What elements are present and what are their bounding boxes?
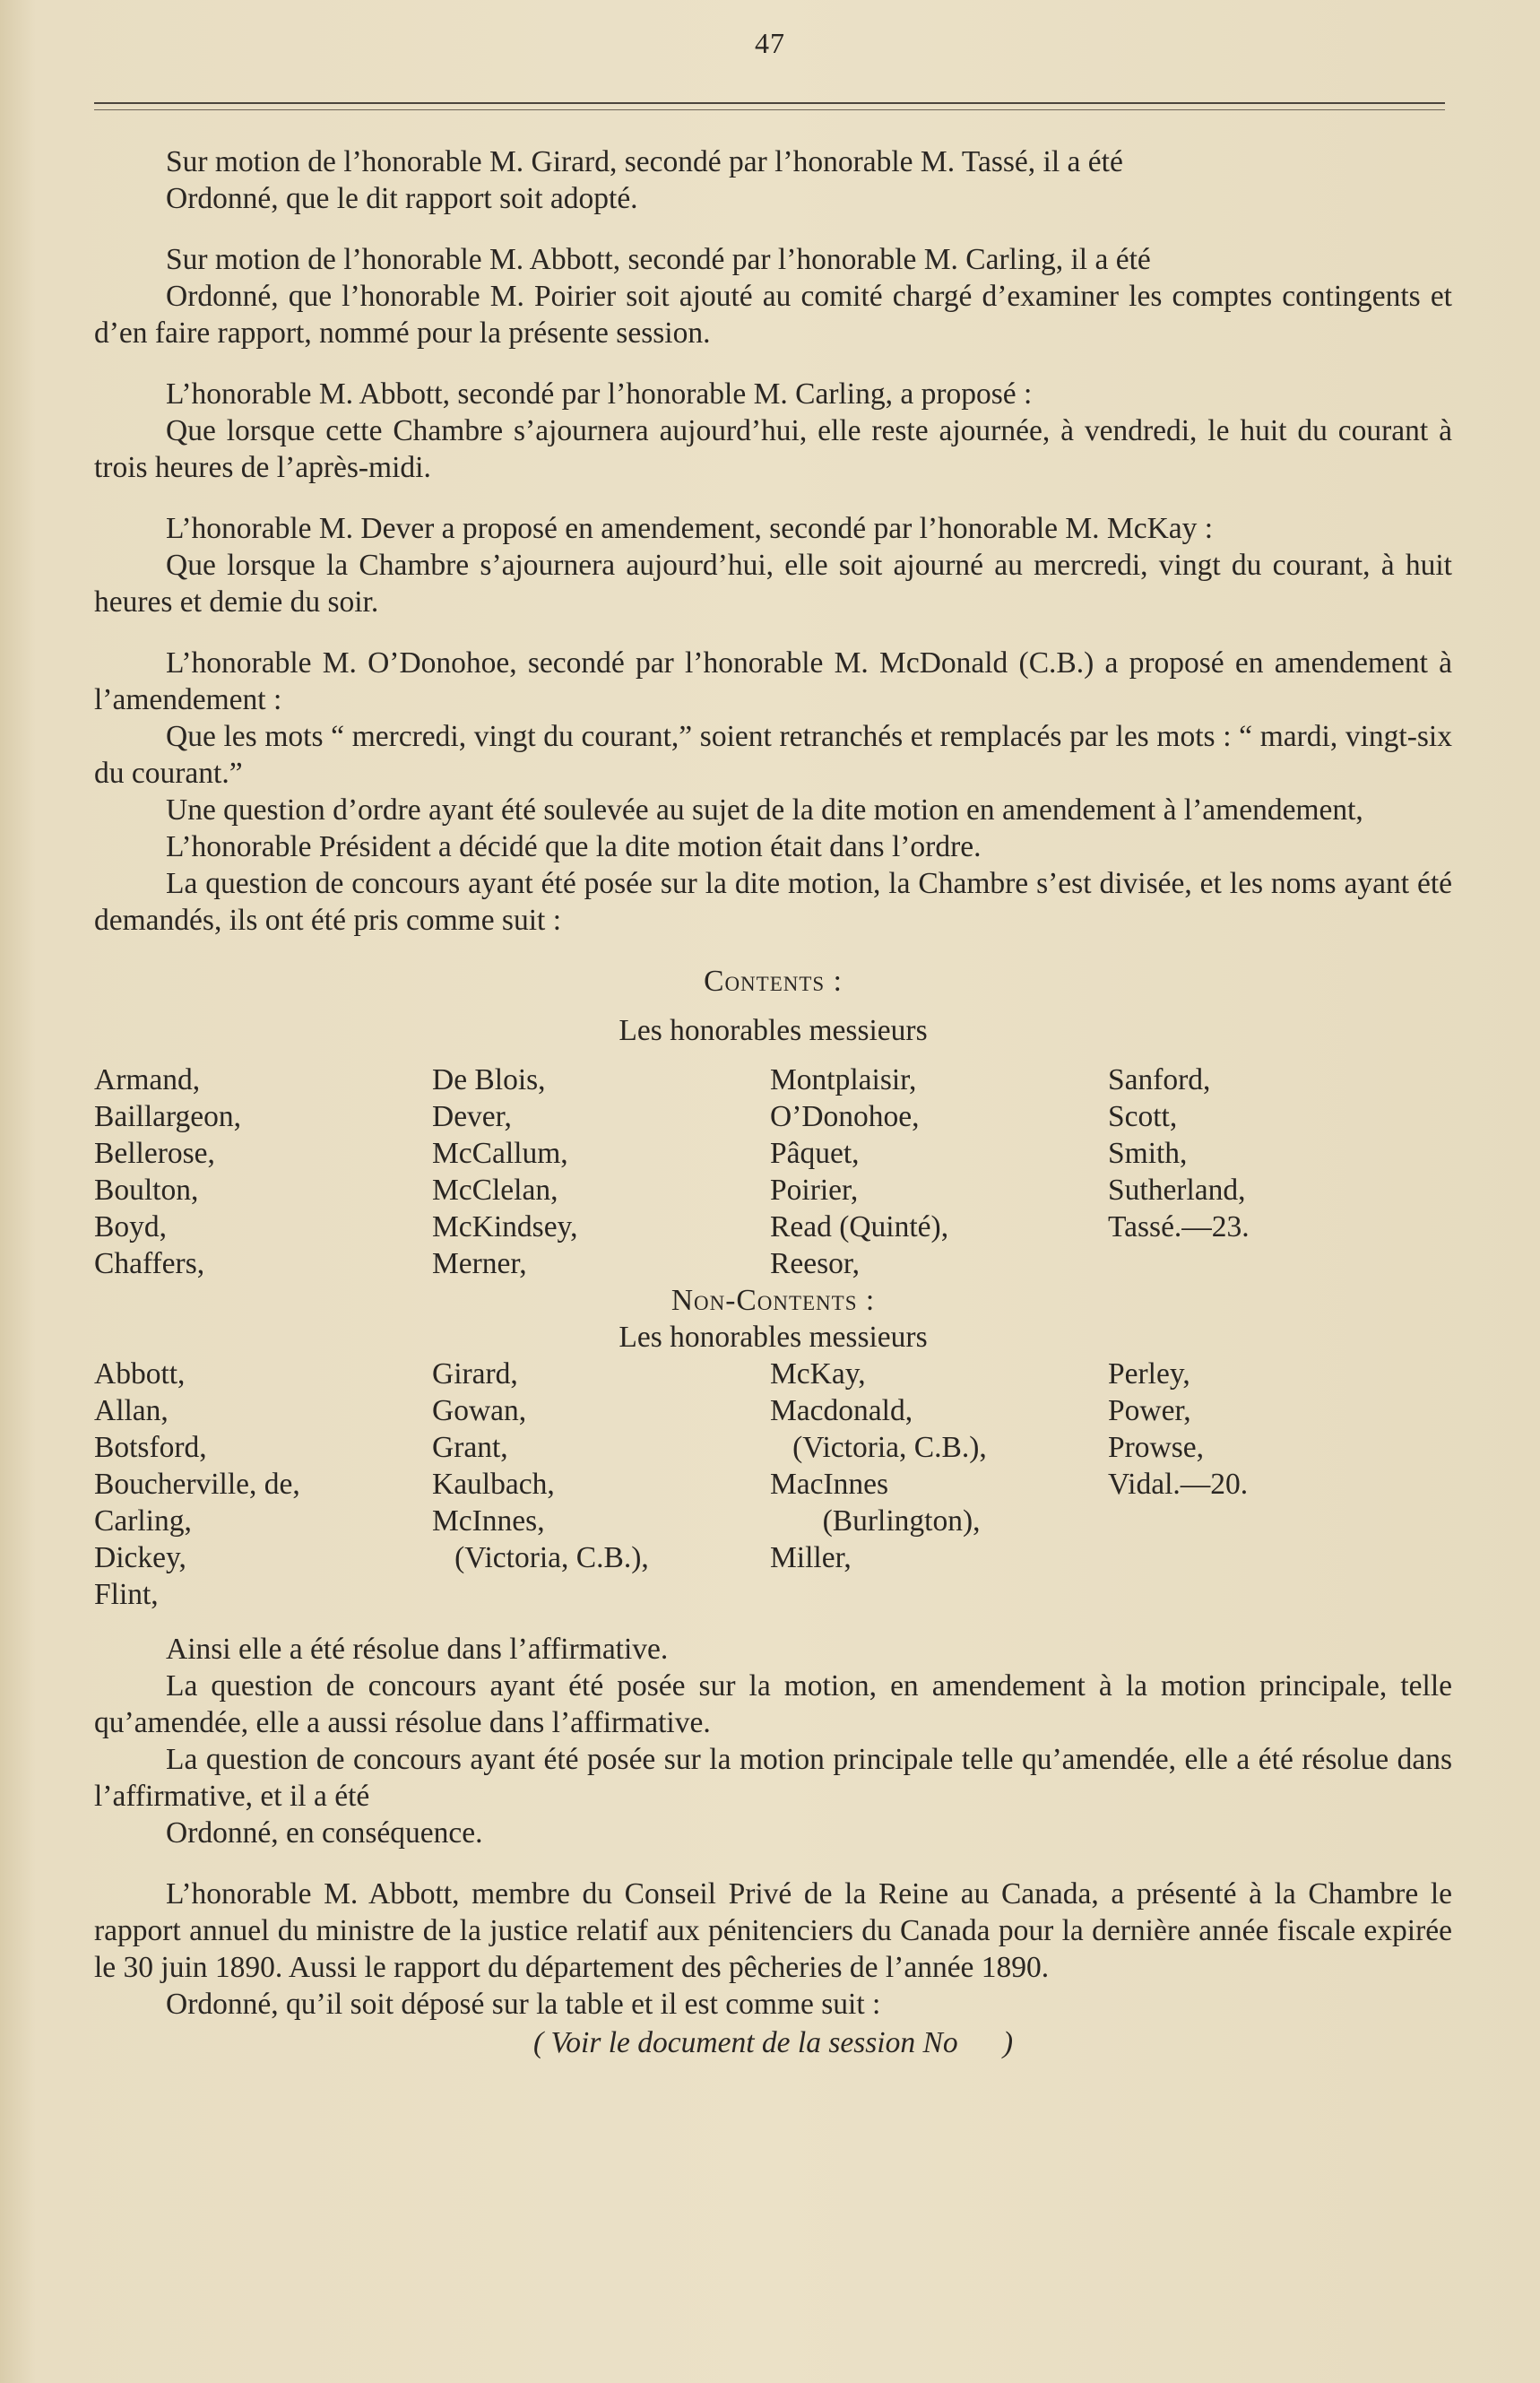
- senator-name: Sanford,: [1108, 1063, 1211, 1096]
- senator-name: Power,: [1108, 1394, 1191, 1427]
- senator-name: O’Donohoe,: [770, 1100, 920, 1133]
- paragraph: Ordonné, en conséquence.: [166, 1816, 483, 1850]
- senator-name: McKay,: [770, 1357, 866, 1391]
- senator-name: [1108, 1245, 1452, 1282]
- paragraph: L’honorable M. O’Donohoe, secondé par l’honorable M. McDonald (C.B.) a proposé en amendement à l’amendement :: [94, 646, 1452, 716]
- paragraph: L’honorable Président a décidé que la dite motion était dans l’ordre.: [166, 830, 982, 863]
- senator-name: (Victoria, C.B.),: [432, 1541, 649, 1574]
- senator-name: McCallum,: [432, 1137, 568, 1170]
- paragraph: L’honorable M. Dever a proposé en amendement, secondé par l’honorable M. McKay :: [166, 512, 1214, 545]
- senator-name: Boucherville, de,: [94, 1468, 300, 1501]
- senator-name: Abbott,: [94, 1357, 186, 1391]
- senator-name: Allan,: [94, 1394, 169, 1427]
- senator-name: [1108, 1503, 1452, 1539]
- senator-name: De Blois,: [432, 1063, 546, 1096]
- paragraph: L’honorable M. Abbott, membre du Conseil Privé de la Reine au Canada, a présenté à la Chambre le rapport annuel du ministre de la justice relatif aux pénitenciers du Canada pour la dernière année fiscale expirée le 30 juin 1890. Aussi le rapport du département des pêcheries de l’année 1890.: [94, 1877, 1452, 1984]
- senator-name: Dever,: [432, 1100, 512, 1133]
- paragraph: L’honorable M. Abbott, secondé par l’honorable M. Carling, a proposé :: [166, 377, 1033, 411]
- paragraph: La question de concours ayant été posée sur la dite motion, la Chambre s’est divisée, et les noms ayant été demandés, ils ont été pris comme suit :: [94, 867, 1452, 937]
- contents-name-list: [94, 1062, 1452, 1282]
- senator-name: Reesor,: [770, 1247, 861, 1280]
- non-contents-heading: Non-Contents :: [671, 1284, 876, 1317]
- senator-name: Gowan,: [432, 1394, 527, 1427]
- paragraph: La question de concours ayant été posée sur la motion principale telle qu’amendée, elle a été résolue dans l’affirmative, et il a été: [94, 1743, 1452, 1813]
- senator-name: Pâquet,: [770, 1137, 860, 1170]
- senator-name: Botsford,: [94, 1431, 207, 1464]
- paragraph: Que les mots “ mercredi, vingt du courant,” soient retranchés et remplacés par les mots : “ mardi, vingt-six du courant.”: [94, 720, 1452, 790]
- paragraph: Ordonné, que l’honorable M. Poirier soit ajouté au comité chargé d’examiner les comptes contingents et d’en faire rapport, nommé pour la présente session.: [94, 280, 1452, 350]
- senator-name: Boulton,: [94, 1174, 199, 1207]
- senator-name: Boyd,: [94, 1210, 167, 1243]
- senator-name: Scott,: [1108, 1100, 1178, 1133]
- paragraph: Ordonné, que le dit rapport soit adopté.: [166, 182, 638, 215]
- senator-name: [432, 1576, 770, 1613]
- senator-name: MacInnes: [770, 1468, 889, 1501]
- page-number: 47: [755, 27, 785, 59]
- senator-name: Read (Quinté),: [770, 1210, 949, 1243]
- senator-name: McInnes,: [432, 1504, 545, 1538]
- senator-name: [1108, 1576, 1452, 1613]
- senator-name: [1108, 1539, 1452, 1576]
- senator-name: Tassé.—23.: [1108, 1210, 1250, 1243]
- senator-name: Montplaisir,: [770, 1063, 917, 1096]
- non-contents-name-list: [94, 1356, 1452, 1613]
- senator-name: Prowse,: [1108, 1431, 1205, 1464]
- senator-name: Carling,: [94, 1504, 192, 1538]
- senator-name: McKindsey,: [432, 1210, 578, 1243]
- header-rule: [94, 102, 1445, 104]
- paragraph: Ainsi elle a été résolue dans l’affirmative.: [166, 1633, 669, 1666]
- contents-heading: Contents :: [704, 965, 843, 998]
- senator-name: Grant,: [432, 1431, 508, 1464]
- senator-name: Dickey,: [94, 1541, 186, 1574]
- senator-name: [770, 1576, 1108, 1613]
- paragraph: Ordonné, qu’il soit déposé sur la table et il est comme suit :: [166, 1988, 881, 2021]
- senator-name: Baillargeon,: [94, 1100, 242, 1133]
- senator-name: Chaffers,: [94, 1247, 205, 1280]
- document-reference: ( Voir le document de la session No ): [532, 2026, 1013, 2059]
- senator-name: Girard,: [432, 1357, 518, 1391]
- non-contents-subheading: Les honorables messieurs: [619, 1321, 928, 1354]
- senator-name: Armand,: [94, 1063, 201, 1096]
- paragraph: Une question d’ordre ayant été soulevée au sujet de la dite motion en amendement à l’amendement,: [166, 793, 1363, 827]
- senator-name: Perley,: [1108, 1357, 1190, 1391]
- paragraph: Que lorsque la Chambre s’ajournera aujourd’hui, elle soit ajourné au mercredi, vingt du courant, à huit heures et demie du soir.: [94, 549, 1452, 619]
- senator-name: Macdonald,: [770, 1394, 913, 1427]
- senator-name: Kaulbach,: [432, 1468, 555, 1501]
- senator-name: Miller,: [770, 1541, 852, 1574]
- senator-name: Bellerose,: [94, 1137, 215, 1170]
- senator-name: McClelan,: [432, 1174, 558, 1207]
- senator-name: Merner,: [432, 1247, 527, 1280]
- header-rule-thin: [94, 109, 1445, 110]
- paragraph: La question de concours ayant été posée sur la motion, en amendement à la motion principale, telle qu’amendée, elle a aussi résolue dans l’affirmative.: [94, 1669, 1452, 1739]
- senator-name: Smith,: [1108, 1137, 1188, 1170]
- senator-name: (Victoria, C.B.),: [770, 1431, 987, 1464]
- senator-name: Sutherland,: [1108, 1174, 1246, 1207]
- paragraph: Sur motion de l’honorable M. Girard, secondé par l’honorable M. Tassé, il a été: [166, 145, 1123, 178]
- senator-name: Vidal.—20.: [1108, 1468, 1249, 1501]
- senator-name: Poirier,: [770, 1174, 859, 1207]
- senator-name: (Burlington),: [770, 1504, 981, 1538]
- senator-name: Flint,: [94, 1578, 159, 1611]
- contents-subheading: Les honorables messieurs: [619, 1014, 928, 1047]
- page-body: [94, 143, 1452, 2061]
- paragraph: Sur motion de l’honorable M. Abbott, secondé par l’honorable M. Carling, il a été: [166, 243, 1151, 276]
- paragraph: Que lorsque cette Chambre s’ajournera aujourd’hui, elle reste ajournée, à vendredi, le huit du courant à trois heures de l’après-midi.: [94, 414, 1452, 484]
